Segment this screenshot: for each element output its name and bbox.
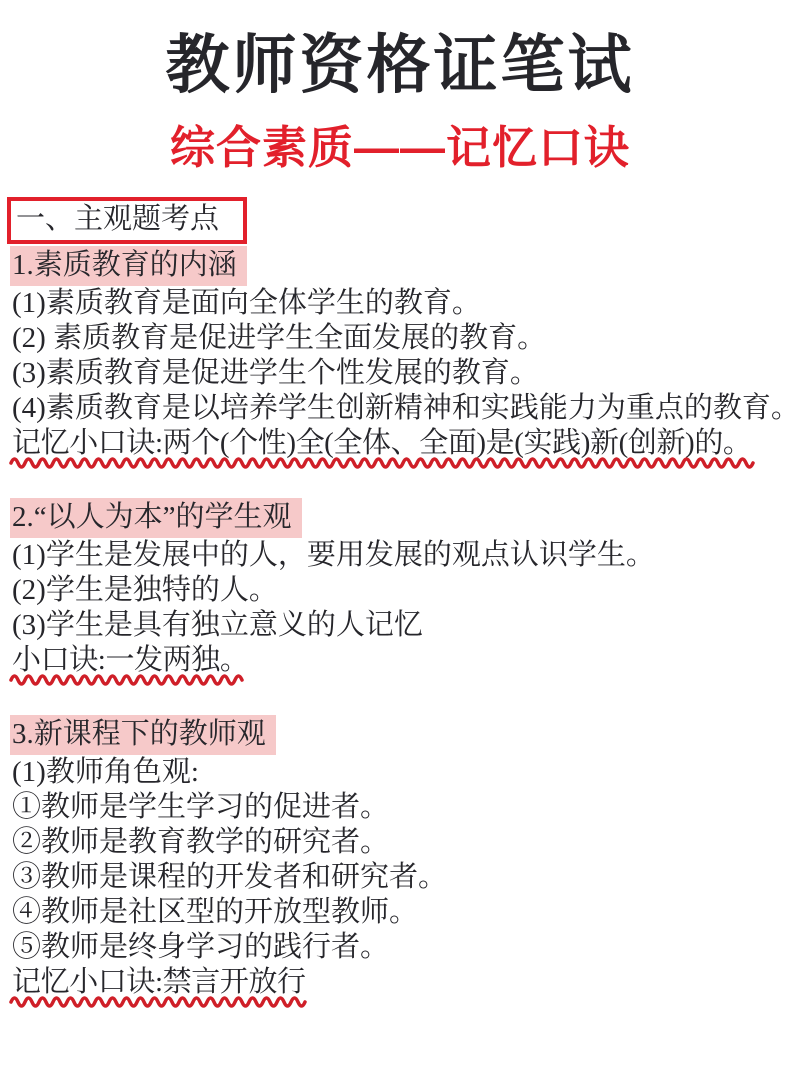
mnemonic-student-view: [12, 643, 786, 687]
list-item: (1)素质教育是面向全体学生的教育。: [12, 287, 481, 319]
list-item: ④教师是社区型的开放型教师。: [12, 896, 419, 928]
mnemonic-quality-education: [12, 426, 786, 470]
section-one-header-label: 一、主观题考点: [16, 203, 220, 235]
section-teacher-view: [12, 713, 786, 1009]
section-student-view: [12, 496, 786, 687]
list-item: ②教师是教育教学的研究者。: [12, 826, 390, 858]
list-item: (2) 素质教育是促进学生全面发展的教育。: [12, 322, 547, 354]
list-item: (1)教师角色观:: [12, 756, 199, 788]
heading-quality-education: 1.素质教育的内涵: [10, 246, 247, 286]
section-one-header-box: [7, 197, 247, 244]
page-subtitle: 综合素质——记忆口诀: [169, 122, 630, 173]
section-gap: [12, 687, 786, 713]
list-item: (1)学生是发展中的人，要用发展的观点认识学生。: [12, 539, 655, 571]
list-item: (2)学生是独特的人。: [12, 574, 278, 606]
notes-page: [0, 22, 800, 1091]
section-quality-education: [12, 244, 800, 470]
list-item: (3)素质教育是促进学生个性发展的教育。: [12, 357, 539, 389]
heading-teacher-view: 3.新课程下的教师观: [10, 715, 276, 755]
section-gap: [12, 470, 786, 496]
list-item: (3)学生是具有独立意义的人记忆: [12, 609, 423, 641]
mnemonic-text: 记忆小口诀:禁言开放行: [12, 966, 306, 998]
mnemonic-text: 小口诀:一发两独。: [12, 644, 249, 676]
list-item: ⑤教师是终身学习的践行者。: [12, 931, 390, 963]
list-item: (4)素质教育是以培养学生创新精神和实践能力为重点的教育。: [12, 392, 800, 424]
list-item: ①教师是学生学习的促进者。: [12, 791, 390, 823]
mnemonic-teacher-view: [12, 965, 786, 1009]
mnemonic-text: 记忆小口诀:两个(个性)全(全体、全面)是(实践)新(创新)的。: [12, 427, 752, 459]
notes-content: [0, 174, 800, 1009]
list-item: ③教师是课程的开发者和研究者。: [12, 861, 448, 893]
page-title: 教师资格证笔试: [165, 30, 635, 101]
heading-student-view: 2.“以人为本”的学生观: [10, 498, 302, 538]
